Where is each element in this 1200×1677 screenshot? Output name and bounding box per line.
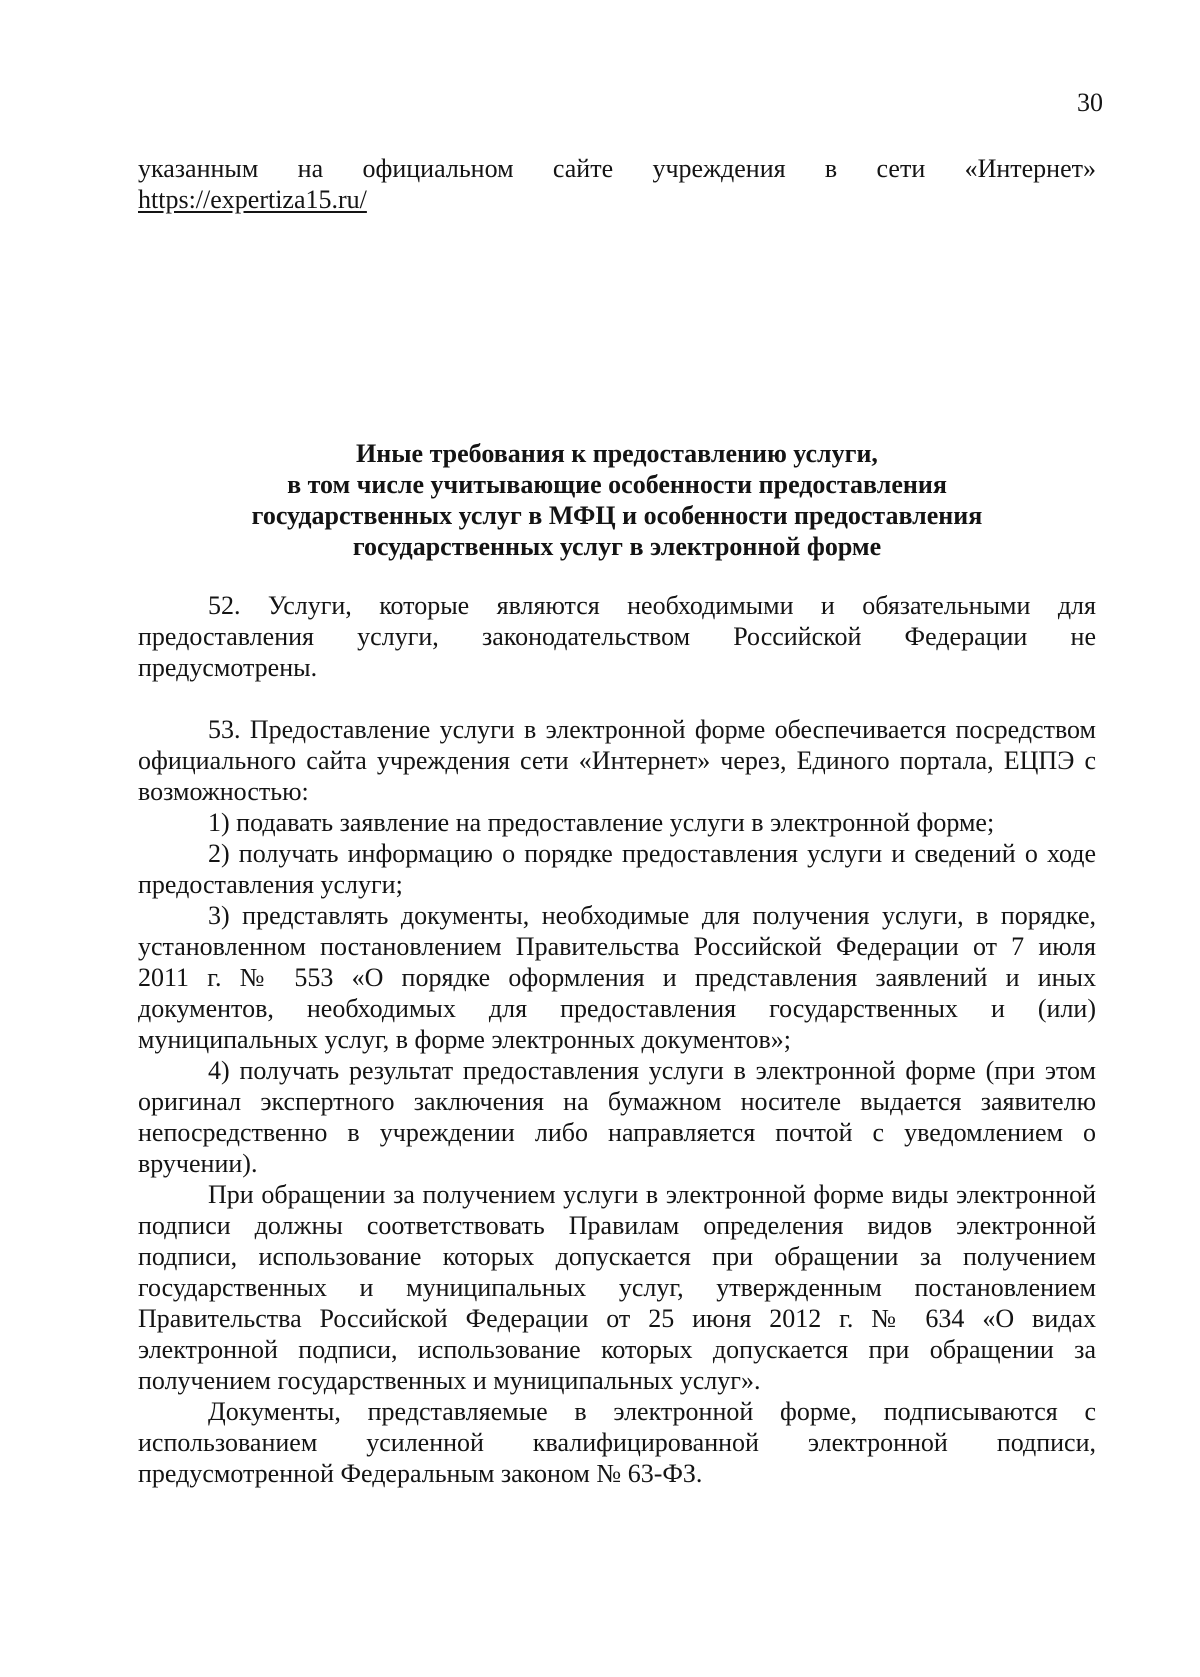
list-item-1: 1) подавать заявление на предоставление услуги в электронной форме; (208, 808, 995, 837)
heading-line-2: в том числе учитывающие особенности предоставления (287, 470, 947, 499)
page-number: 30 (1077, 88, 1103, 117)
section-52 (138, 590, 1096, 683)
heading-line-1: Иные требования к предоставлению услуги, (356, 439, 878, 468)
list-item-2: 2) получать информацию о порядке предоставления услуги и сведений о ходе предоставления услуги; (138, 839, 1096, 899)
heading-line-3: государственных услуг в МФЦ и особенности предоставления (251, 501, 983, 530)
paragraph-52: 52. Услуги, которые являются необходимыми и обязательными для предоставления услуги, законодательством Российской Федерации не предусмотрены. (138, 591, 1096, 682)
section-heading (138, 438, 1096, 562)
intro-paragraph (138, 153, 1096, 215)
list-item-3: 3) представлять документы, необходимые для получения услуги, в порядке, установленном постановлением Правительства Российской Федерации от 7 июля 2011 г. № 553 «О порядке оформления и представления заявлений и иных документов, необходимых для предоставления государственных и (или) муниципальных услуг, в форме электронных документов»; (138, 901, 1096, 1054)
paragraph-53-intro: 53. Предоставление услуги в электронной форме обеспечивается посредством официального сайта учреждения сети «Интернет» через, Единого портала, ЕЦПЭ с возможностью: (138, 715, 1096, 806)
website-link[interactable]: https://expertiza15.ru/ (138, 185, 367, 214)
list-item-4: 4) получать результат предоставления услуги в электронной форме (при этом оригинал экспертного заключения на бумажном носителе выдается заявителю непосредственно в учреждении либо направляется почтой с уведомлением о вручении). (138, 1056, 1096, 1178)
documents-paragraph: Документы, представляемые в электронной форме, подписываются с использованием усиленной квалифицированной электронной подписи, предусмотренной Федеральным законом № 63-ФЗ. (138, 1397, 1096, 1488)
intro-line: указанным на официальном сайте учреждения в сети «Интернет» (138, 154, 1096, 183)
signature-paragraph: При обращении за получением услуги в электронной форме виды электронной подписи должны соответствовать Правилам определения видов электронной подписи, использование которых допускается при обращении за получением государственных и муниципальных услуг, утвержденным постановлением Правительства Российской Федерации от 25 июня 2012 г. № 634 «О видах электронной подписи, использование которых допускается при обращении за получением государственных и муниципальных услуг». (138, 1180, 1096, 1395)
heading-line-4: государственных услуг в электронной форме (352, 532, 882, 561)
section-53 (138, 714, 1096, 1489)
